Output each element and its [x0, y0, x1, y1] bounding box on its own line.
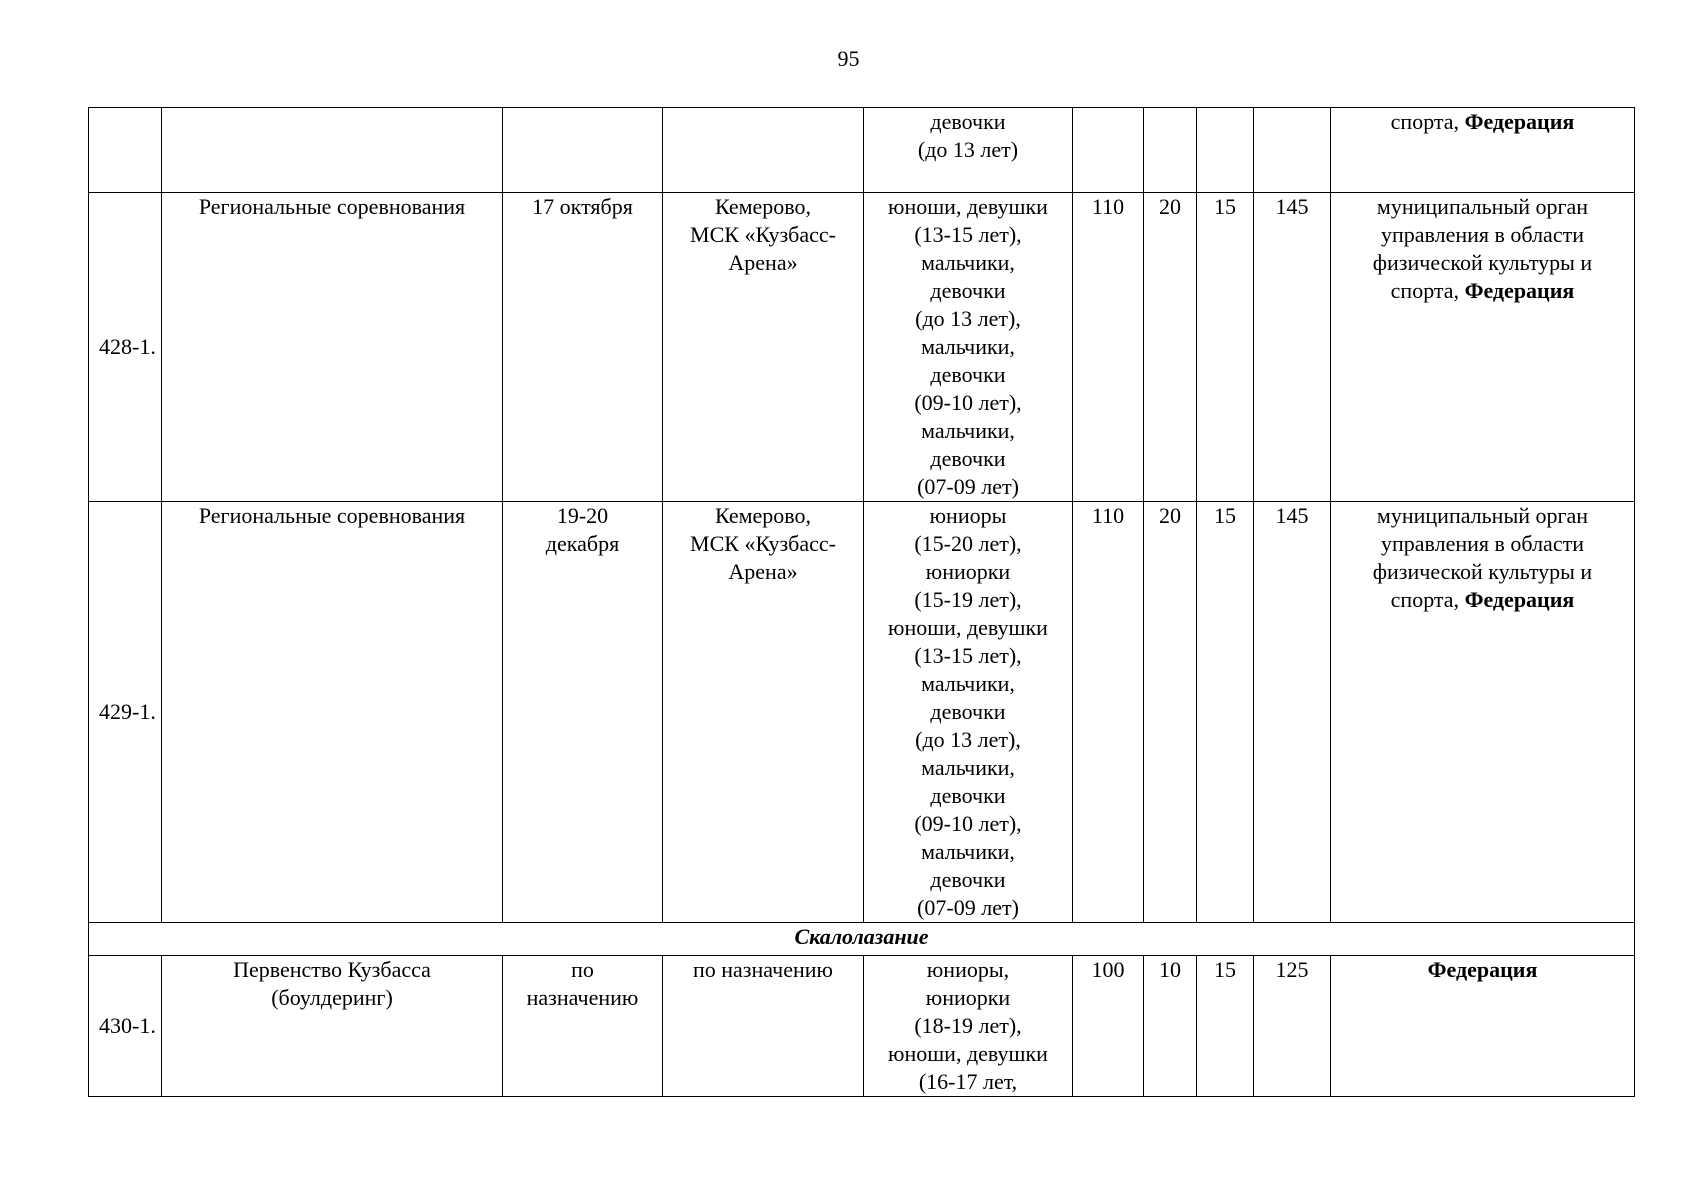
- count-col-3: 15: [1197, 502, 1254, 923]
- event-date: 19-20 декабря: [503, 502, 663, 923]
- event-place: по назначению: [663, 956, 864, 1097]
- organizer-text: спорта,: [1390, 109, 1465, 134]
- event-organizer: [1331, 502, 1635, 923]
- count-col-1: [1073, 108, 1144, 193]
- row-number: 428-1.: [89, 193, 162, 502]
- event-date: [503, 108, 663, 193]
- count-col-1: 110: [1073, 502, 1144, 923]
- count-total: [1254, 108, 1331, 193]
- organizer-federation: Федерация: [1464, 109, 1575, 134]
- row-number: 430-1.: [89, 956, 162, 1097]
- count-col-2: 20: [1144, 193, 1197, 502]
- event-name: Региональные соревнования: [162, 502, 503, 923]
- event-participants: юниоры (15-20 лет), юниорки (15-19 лет), юноши, девушки (13-15 лет), мальчики, девочки (до 13 лет), мальчики, девочки (09-10 лет), мальчики, девочки (07-09 лет): [864, 502, 1073, 923]
- count-col-2: 20: [1144, 502, 1197, 923]
- event-date: по назначению: [503, 956, 663, 1097]
- event-organizer: [1331, 193, 1635, 502]
- count-total: 125: [1254, 956, 1331, 1097]
- organizer-federation: Федерация: [1464, 587, 1575, 612]
- organizer-federation: Федерация: [1464, 278, 1575, 303]
- organizer-federation: Федерация: [1427, 957, 1538, 982]
- count-col-3: 15: [1197, 956, 1254, 1097]
- organizer-text: муниципальный орган управления в области физической культуры и спорта,: [1372, 194, 1593, 303]
- row-number: [89, 108, 162, 193]
- event-participants: юниоры, юниорки (18-19 лет), юноши, девушки (16-17 лет,: [864, 956, 1073, 1097]
- table-row: [89, 193, 1635, 502]
- count-total: 145: [1254, 502, 1331, 923]
- event-name: Региональные соревнования: [162, 193, 503, 502]
- count-col-2: [1144, 108, 1197, 193]
- event-organizer: [1331, 108, 1635, 193]
- count-total: 145: [1254, 193, 1331, 502]
- event-place: Кемерово, МСК «Кузбасс- Арена»: [663, 193, 864, 502]
- event-name: [162, 108, 503, 193]
- count-col-3: [1197, 108, 1254, 193]
- event-participants: юноши, девушки (13-15 лет), мальчики, девочки (до 13 лет), мальчики, девочки (09-10 лет), мальчики, девочки (07-09 лет): [864, 193, 1073, 502]
- row-number: 429-1.: [89, 502, 162, 923]
- event-place: Кемерово, МСК «Кузбасс- Арена»: [663, 502, 864, 923]
- section-title: Скалолазание: [89, 923, 1635, 956]
- event-date: 17 октября: [503, 193, 663, 502]
- table-row: [89, 502, 1635, 923]
- table-row: [89, 956, 1635, 1097]
- section-row: [89, 923, 1635, 956]
- count-col-3: 15: [1197, 193, 1254, 502]
- event-organizer: [1331, 956, 1635, 1097]
- event-name: Первенство Кузбасса (боулдеринг): [162, 956, 503, 1097]
- table-row: [89, 108, 1635, 193]
- count-col-2: 10: [1144, 956, 1197, 1097]
- count-col-1: 110: [1073, 193, 1144, 502]
- events-table: [88, 107, 1635, 1097]
- event-participants: девочки (до 13 лет): [864, 108, 1073, 193]
- page-number: 95: [837, 46, 860, 71]
- organizer-text: муниципальный орган управления в области физической культуры и спорта,: [1372, 503, 1593, 612]
- event-place: [663, 108, 864, 193]
- count-col-1: 100: [1073, 956, 1144, 1097]
